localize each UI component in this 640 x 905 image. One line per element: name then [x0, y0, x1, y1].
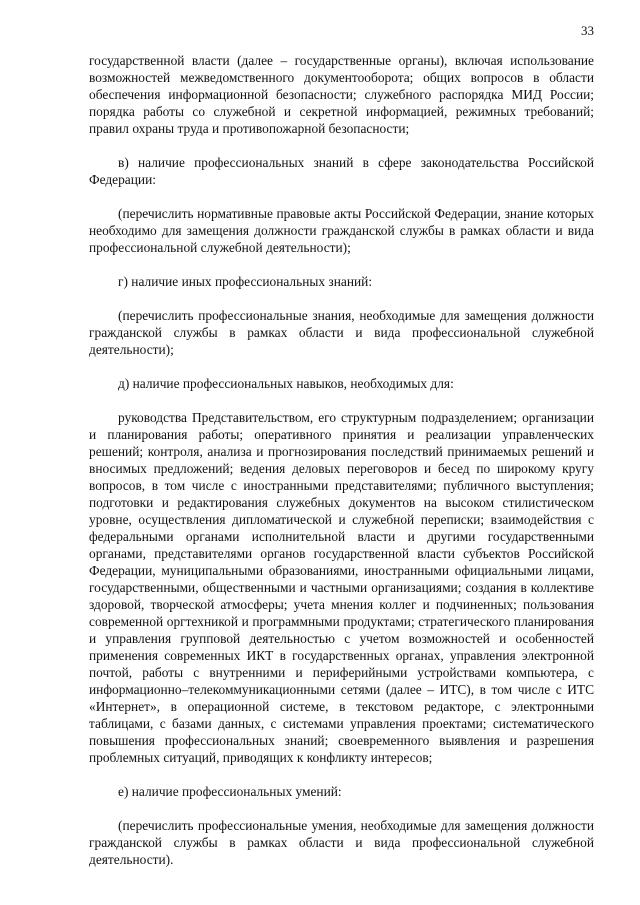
page-number: 33	[581, 23, 594, 38]
paragraph-item-e-note: (перечислить профессиональные умения, необходимые для замещения должности гражданской службы в рамках области и вида профессиональной служебной деятельности).	[89, 818, 594, 867]
paragraph-item-v-note: (перечислить нормативные правовые акты Российской Федерации, знание которых необходимо для замещения должности гражданской службы в рамках области и вида профессиональной служебной деятельности);	[89, 206, 594, 255]
paragraph-item-d-skills: руководства Представительством, его структурным подразделением; организации и планирования работы; оперативного принятия и реализации управленческих решений; контроля, анализа и прогнозирования последствий принимаемых решений и вносимых предложений; ведения деловых переговоров и бесед по широкому кругу вопросов, в том числе с иностранными представителями; публичного выступления; подготовки и редактирования служебных документов на высоком стилистическом уровне, осуществления дипломатической и служебной переписки; взаимодействия с федеральными органами исполнительной власти и другими государственными органами, представителями органов государственной власти субъектов Российской Федерации, муниципальными образованиями, иностранными официальными лицами, государственными, общественными и частными организациями; создания в коллективе здоровой, творческой атмосферы; учета мнения коллег и подчиненных; пользования современной оргтехникой и программными продуктами; стратегического планирования и управления групповой деятельностью с учетом возможностей и особенностей применения современных ИКТ в государственных органах, управления электронной почтой, работы с внутренними и периферийными устройствами компьютера, с информационно–телекоммуникационными сетями (далее – ИТС), в том числе с ИТС «Интернет», в операционной системе, в текстовом редакторе, с электронными таблицами, с базами данных, с системами управления проектами; систематического повышения профессиональных знаний; своевременного выявления и разрешения проблемных ситуаций, приводящих к конфликту интересов;	[89, 410, 594, 765]
document-body	[89, 52, 594, 868]
paragraph-item-e-heading: е) наличие профессиональных умений:	[118, 784, 342, 799]
paragraph-continuation: государственной власти (далее – государственные органы), включая использование возможностей межведомственного документооборота; общих вопросов в области обеспечения информационной безопасности; служебного распорядка МИД России; порядка работы со служебной и секретной информацией, режимных требований; правил охраны труда и противопожарной безопасности;	[89, 53, 594, 136]
paragraph-item-g-note: (перечислить профессиональные знания, необходимые для замещения должности гражданской службы в рамках области и вида профессиональной служебной деятельности);	[89, 308, 594, 357]
paragraph-item-d-heading: д) наличие профессиональных навыков, необходимых для:	[118, 376, 454, 391]
paragraph-item-g-heading: г) наличие иных профессиональных знаний:	[118, 274, 373, 289]
paragraph-item-v-heading: в) наличие профессиональных знаний в сфере законодательства Российской Федерации:	[89, 155, 594, 187]
